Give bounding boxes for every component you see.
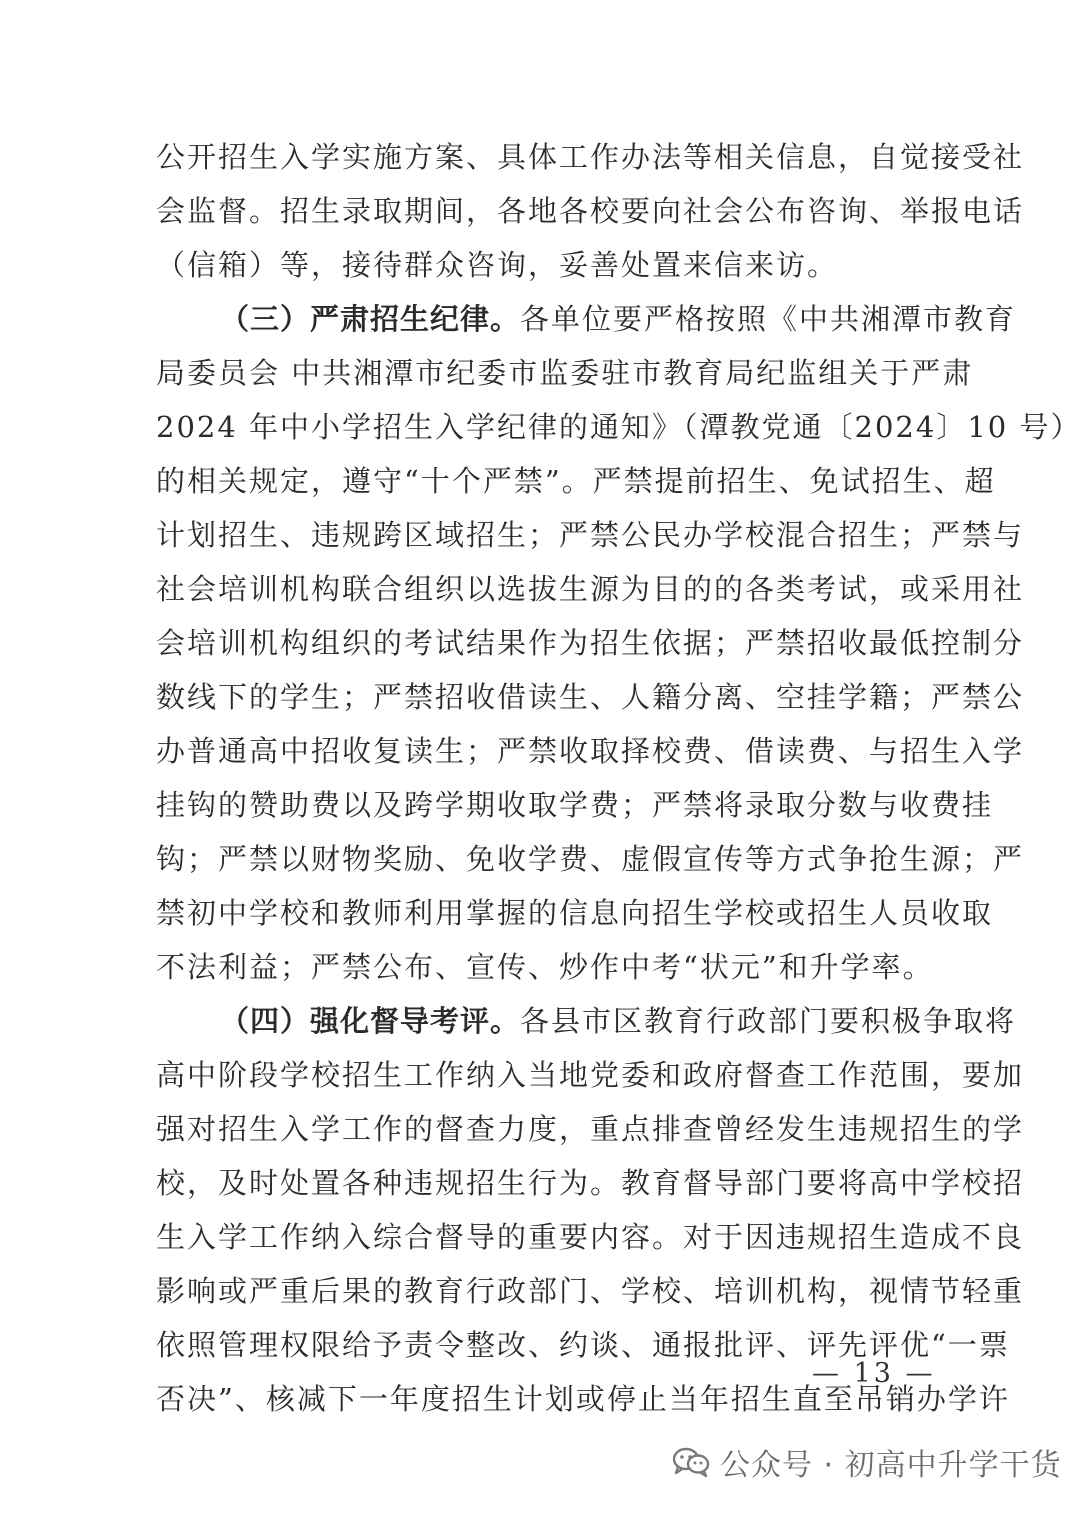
section-4-heading-line: （四）强化督导考评。各县市区教育行政部门要积极争取将 bbox=[220, 1004, 1017, 1038]
section-3-heading-line: （三）严肃招生纪律。各单位要严格按照《中共湘潭市教育 bbox=[220, 302, 1017, 336]
document-body bbox=[156, 130, 1081, 1426]
text-line: （信箱）等，接待群众咨询，妥善处置来信来访。 bbox=[156, 248, 839, 282]
text-line: 禁初中学校和教师利用掌握的信息向招生学校或招生人员收取 bbox=[156, 896, 994, 930]
text-line: 会培训机构组织的考试结果作为招生依据；严禁招收最低控制分 bbox=[156, 626, 1025, 660]
text-line: 依照管理权限给予责令整改、约谈、通报批评、评先评优“一票 bbox=[156, 1328, 1010, 1362]
text-line: 办普通高中招收复读生；严禁收取择校费、借读费、与招生入学 bbox=[156, 734, 1025, 768]
text-line: 会监督。招生录取期间，各地各校要向社会公布咨询、举报电话 bbox=[156, 194, 1025, 228]
wechat-watermark bbox=[672, 1440, 1062, 1484]
text-line: 高中阶段学校招生工作纳入当地党委和政府督查工作范围，要加 bbox=[156, 1058, 1025, 1092]
text-line: 计划招生、违规跨区域招生；严禁公民办学校混合招生；严禁与 bbox=[156, 518, 1025, 552]
section-heading: （三）严肃招生纪律。 bbox=[220, 302, 521, 336]
watermark-text: 公众号 · 初高中升学干货 bbox=[720, 1448, 1062, 1483]
section-heading: （四）强化督导考评。 bbox=[220, 1004, 521, 1038]
text-line: 生入学工作纳入综合督导的重要内容。对于因违规招生造成不良 bbox=[156, 1220, 1025, 1254]
text-line: 社会培训机构联合组织以选拔生源为目的的各类考试，或采用社 bbox=[156, 572, 1025, 606]
text-line: 局委员会 中共湘潭市纪委市监委驻市教育局纪监组关于严肃 bbox=[156, 356, 974, 390]
text-line: 钩；严禁以财物奖励、免收学费、虚假宣传等方式争抢生源；严 bbox=[156, 842, 1025, 876]
text-line: 强对招生入学工作的督查力度，重点排查曾经发生违规招生的学 bbox=[156, 1112, 1025, 1146]
page-number: — 13 — bbox=[812, 1358, 936, 1389]
text-line: 校，及时处置各种违规招生行为。教育督导部门要将高中学校招 bbox=[156, 1166, 1025, 1200]
text-line: 的相关规定，遵守“十个严禁”。严禁提前招生、免试招生、超 bbox=[156, 464, 996, 498]
text-line: 否决”、核减下一年度招生计划或停止当年招生直至吊销办学许 bbox=[156, 1382, 1010, 1416]
wechat-icon bbox=[672, 1446, 710, 1478]
text-line: 挂钩的赞助费以及跨学期收取学费；严禁将录取分数与收费挂 bbox=[156, 788, 994, 822]
text-line: 数线下的学生；严禁招收借读生、人籍分离、空挂学籍；严禁公 bbox=[156, 680, 1025, 714]
text-line: 不法利益；严禁公布、宣传、炒作中考“状元”和升学率。 bbox=[156, 950, 934, 984]
text-line: 影响或严重后果的教育行政部门、学校、培训机构，视情节轻重 bbox=[156, 1274, 1025, 1308]
text-line: 2024 年中小学招生入学纪律的通知》（潭教党通〔2024〕10 号） bbox=[156, 410, 1081, 444]
text-line: 公开招生入学实施方案、具体工作办法等相关信息，自觉接受社 bbox=[156, 140, 1025, 174]
